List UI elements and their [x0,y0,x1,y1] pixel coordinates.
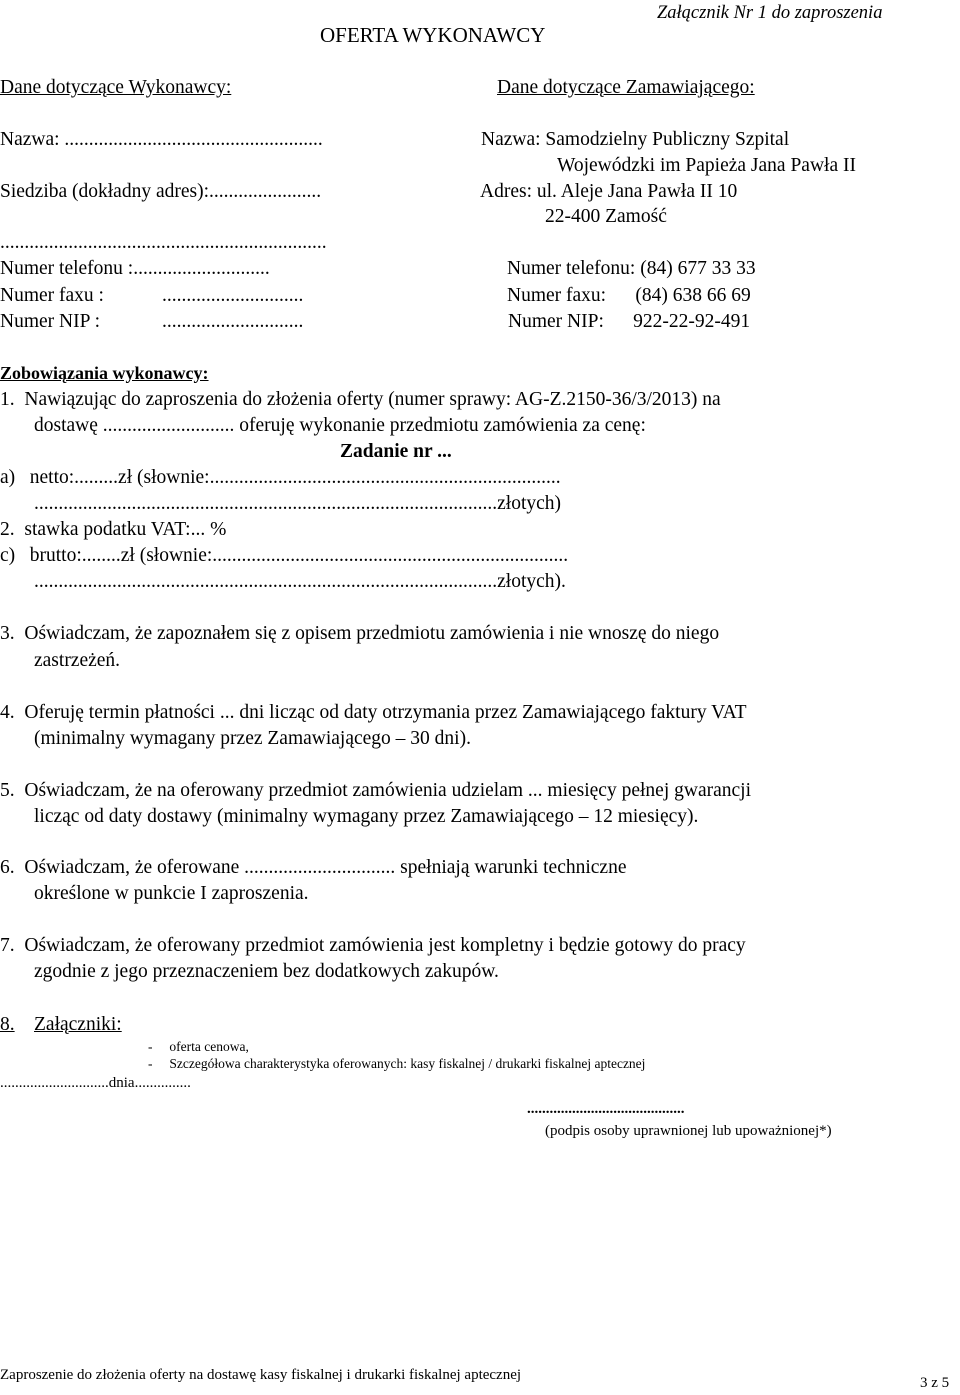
vat-rate: 2. stawka podatku VAT:... % [0,519,227,540]
client-nip: Numer NIP: 922-22-92-491 [508,311,751,332]
item-4-line-2: (minimalny wymagany przez Zamawiającego – 30 dni). [34,728,471,749]
item-1-line-1: 1. Nawiązując do zaproszenia do złożenia oferty (numer sprawy: AG-Z.2150-36/3/2013) na [0,389,721,410]
annex-label: Załącznik Nr 1 do zaproszenia [657,3,883,23]
footer-text: Zaproszenie do złożenia oferty na dostawę kasy fiskalnej i drukarki fiskalnej aptecznej [0,1367,522,1383]
contractor-phone-field: Numer telefonu :............................ [0,258,270,279]
obligations-heading: Zobowiązania wykonawcy: [0,363,209,383]
contractor-fax-label: Numer faxu : [0,285,104,306]
net-price-line-2: ...............................................................................................złotych) [34,493,562,514]
client-name-line-1: Nazwa: Samodzielny Publiczny Szpital [481,129,790,150]
item-5-line-1: 5. Oświadczam, że na oferowany przedmiot zamówienia udzielam ... miesięcy pełnej gwarancji [0,780,751,801]
attachment-item-2: - Szczegółowa charakterystyka oferowanych: kasy fiskalnej / drukarki fiskalnej aptecznej [148,1056,646,1071]
contractor-heading: Dane dotyczące Wykonawcy: [0,77,232,98]
contractor-fax-dots: ............................. [162,285,304,306]
client-phone: Numer telefonu: (84) 677 33 33 [507,258,756,279]
place-date-field: .............................dnia............... [0,1075,191,1091]
contractor-nip-label: Numer NIP : [0,311,101,332]
item-6-line-1: 6. Oświadczam, że oferowane ............................... spełniają warunki techniczne [0,857,627,878]
item-1-line-2: dostawę ........................... oferuję wykonanie przedmiotu zamówienia za cenę: [34,415,646,436]
signature-caption: (podpis osoby uprawnionej lub upoważnionej*) [545,1123,832,1139]
item-4-line-1: 4. Oferuję termin płatności ... dni licząc od daty otrzymania przez Zamawiającego faktury VAT [0,702,747,723]
client-heading: Dane dotyczące Zamawiającego: [497,77,755,98]
net-price-line-1: a) netto:.........zł (słownie:........................................................................ [0,467,561,488]
contractor-name-field: Nazwa: ..................................................... [0,129,323,150]
item-8-number: 8. [0,1014,15,1035]
item-3-line-1: 3. Oświadczam, że zapoznałem się z opisem przedmiotu zamówienia i nie wnoszę do niego [0,623,720,644]
item-6-line-2: określone w punkcie I zaproszenia. [34,883,309,904]
item-7-line-1: 7. Oświadczam, że oferowany przedmiot zamówienia jest kompletny i będzie gotowy do pracy [0,935,746,956]
task-number: Zadanie nr ... [340,441,452,462]
client-fax: Numer faxu: (84) 638 66 69 [507,285,751,306]
contractor-nip-dots: ............................. [162,311,304,332]
page-number: 3 z 5 [920,1375,950,1391]
contractor-seat-continuation: ................................................................... [0,232,327,253]
contractor-seat-field: Siedziba (dokładny adres):....................... [0,181,322,202]
item-5-line-2: licząc od daty dostawy (minimalny wymagany przez Zamawiającego – 12 miesięcy). [34,806,699,827]
item-3-line-2: zastrzeżeń. [34,650,121,671]
client-address-line-2: 22-400 Zamość [545,206,667,227]
client-address-line-1: Adres: ul. Aleje Jana Pawła II 10 [480,181,738,202]
item-7-line-2: zgodnie z jego przeznaczeniem bez dodatkowych zakupów. [34,961,499,982]
attachment-item-1: - oferta cenowa, [148,1039,249,1054]
attachments-label: Załączniki: [34,1014,122,1035]
page-title: OFERTA WYKONAWCY [320,23,546,47]
client-name-line-2: Wojewódzki im Papieża Jana Pawła II [557,155,856,176]
gross-price-line-1: c) brutto:........zł (słownie:......................................................................... [0,545,569,566]
gross-price-line-2: ...............................................................................................złotych). [34,571,566,592]
signature-line: .......................................... [527,1101,685,1117]
